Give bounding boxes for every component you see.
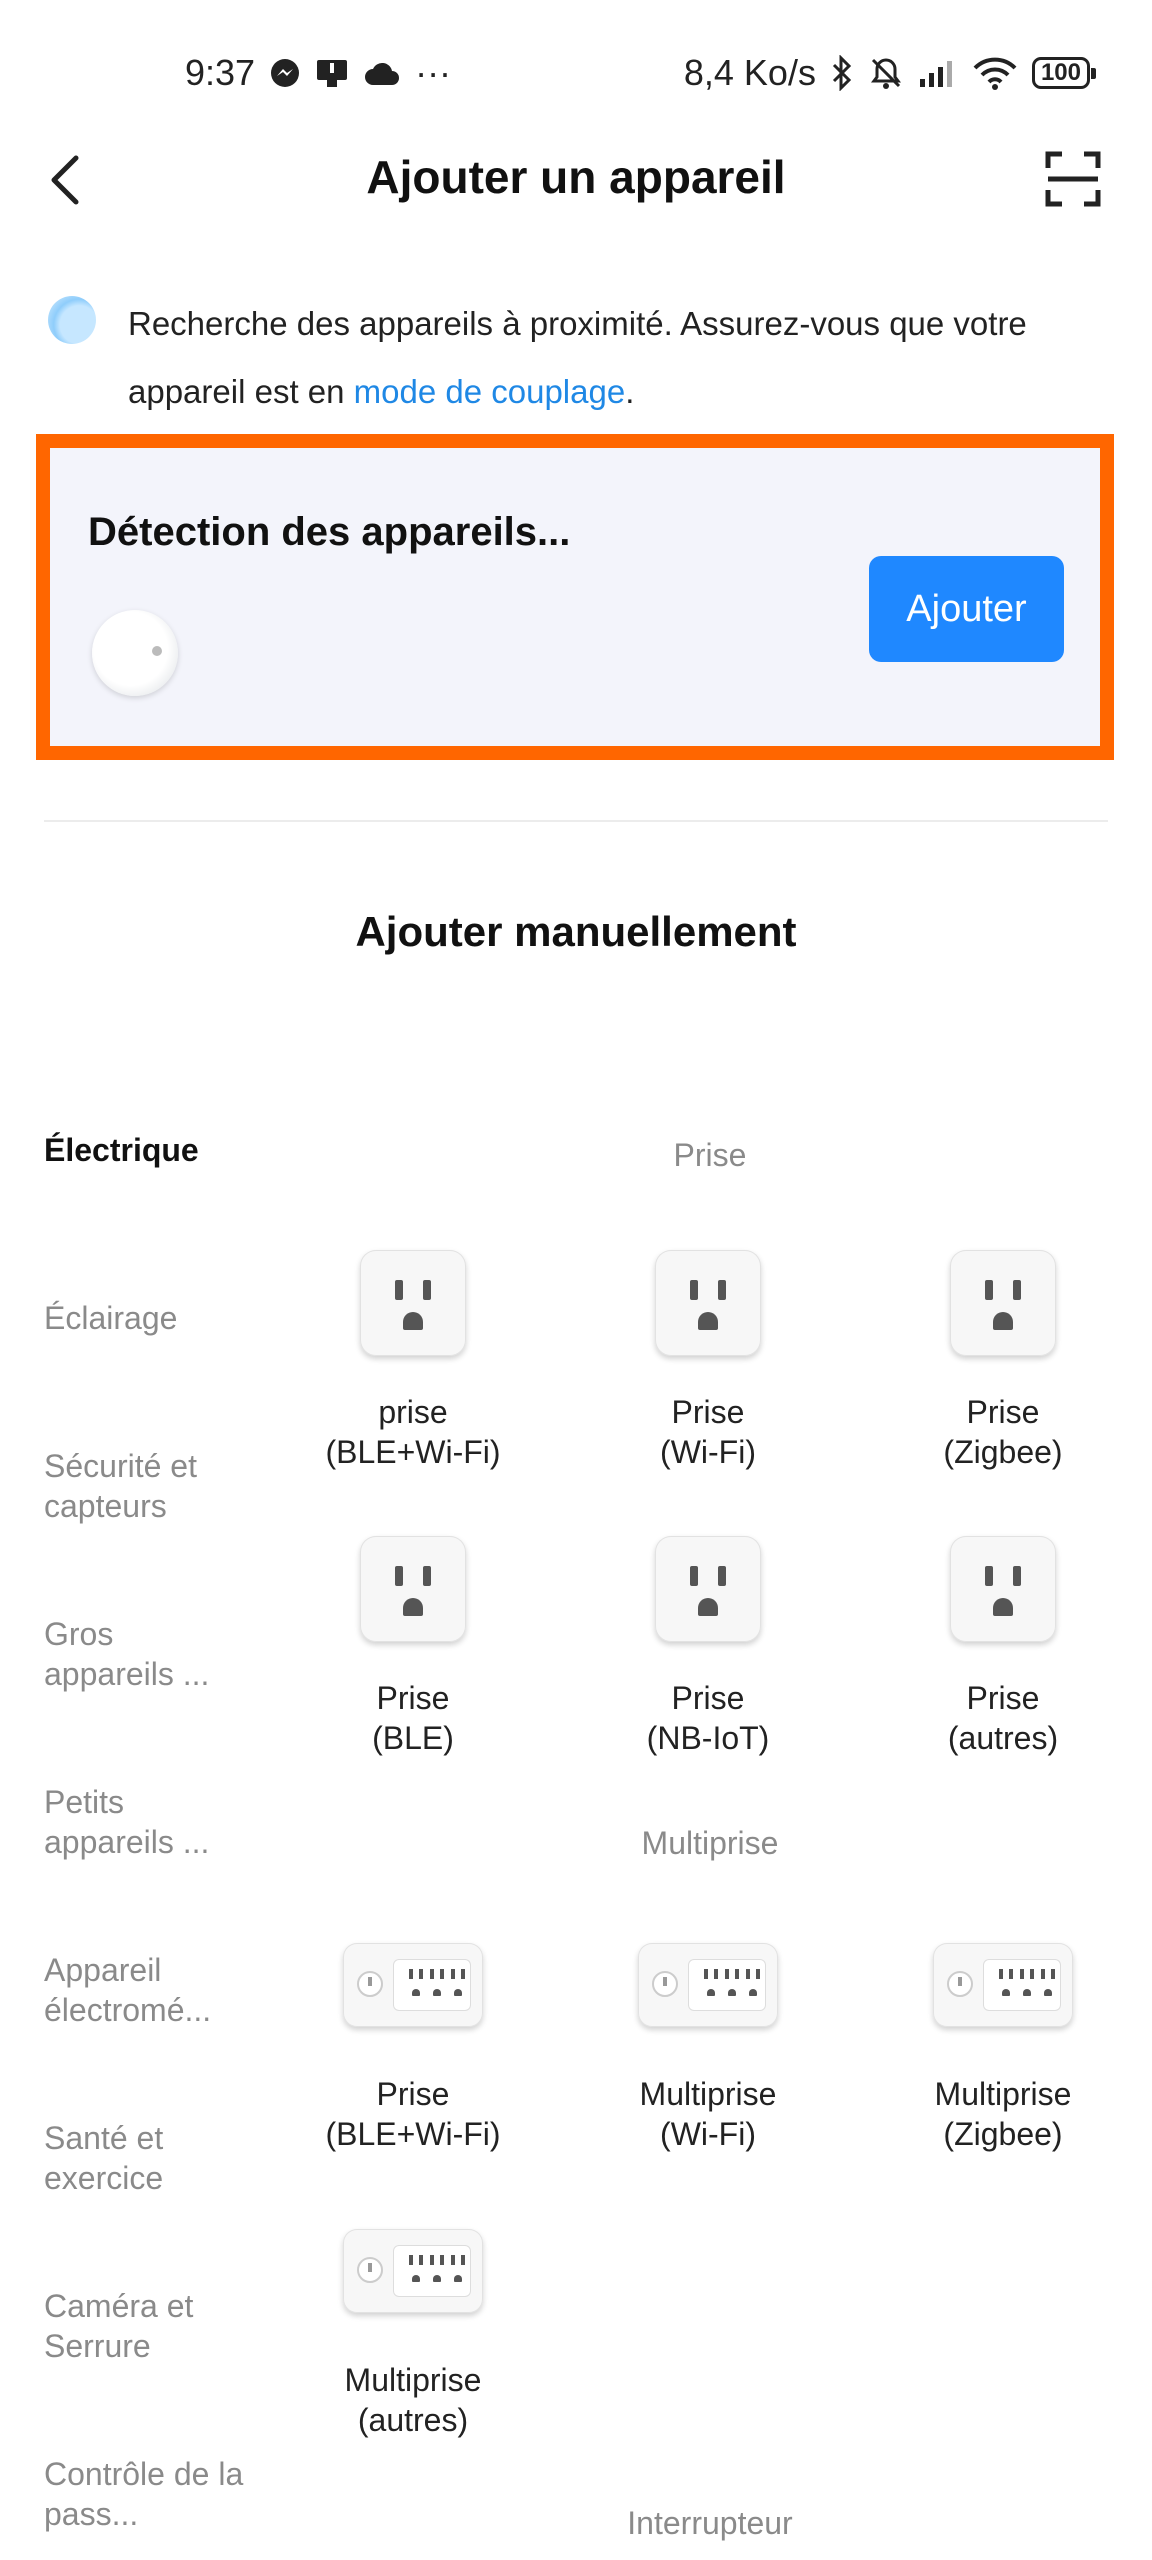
device-multiprise-wifi[interactable] xyxy=(568,1920,848,2154)
scan-button[interactable] xyxy=(1044,150,1102,208)
device-prise-zigbee[interactable] xyxy=(863,1238,1143,1472)
scan-icon xyxy=(1044,150,1102,208)
device-protocol: (Wi-Fi) xyxy=(660,1434,756,1470)
wifi-icon xyxy=(972,56,1018,90)
category-petits-appareils[interactable]: Petits appareils ... xyxy=(44,1784,210,1860)
notification-app-icon xyxy=(315,57,349,89)
device-protocol: (BLE+Wi-Fi) xyxy=(325,2116,501,2152)
cloud-icon xyxy=(363,59,401,87)
info-text: Recherche des appareils à proximité. Assurez-vous que votre appareil est en xyxy=(128,305,1027,410)
device-name: Prise xyxy=(671,1680,745,1716)
power-strip-icon xyxy=(343,1943,483,2027)
category-sante[interactable]: Santé et exercice xyxy=(44,2120,164,2196)
info-suffix: . xyxy=(625,373,635,410)
device-protocol: (Zigbee) xyxy=(943,2116,1063,2152)
category-camera[interactable]: Caméra et Serrure xyxy=(44,2288,194,2364)
device-name: Prise xyxy=(671,1394,745,1430)
device-protocol: (BLE) xyxy=(372,1720,454,1756)
manual-section-title: Ajouter manuellement xyxy=(355,908,797,955)
status-bar-right xyxy=(684,52,1090,94)
outlet-icon xyxy=(655,1250,761,1356)
device-name: Multiprise xyxy=(639,2076,777,2112)
outlet-icon xyxy=(655,1536,761,1642)
outlet-icon xyxy=(950,1536,1056,1642)
device-name: Multiprise xyxy=(934,2076,1072,2112)
page-title: Ajouter un appareil xyxy=(366,151,786,203)
device-protocol: (Wi-Fi) xyxy=(660,2116,756,2152)
detection-title: Détection des appareils... xyxy=(88,510,571,554)
device-multiprise-autres[interactable] xyxy=(273,2206,553,2440)
battery-indicator: 100 xyxy=(1032,57,1090,89)
bluetooth-icon xyxy=(830,55,854,91)
group-label-multiprise: Multiprise xyxy=(641,1825,779,1861)
status-bar-left xyxy=(185,52,451,94)
device-protocol: (autres) xyxy=(947,1720,1059,1756)
outlet-icon xyxy=(360,1536,466,1642)
messenger-icon xyxy=(269,57,301,89)
category-eclairage[interactable]: Éclairage xyxy=(44,1300,178,1336)
power-strip-icon xyxy=(933,1943,1073,2027)
searching-indicator-icon xyxy=(48,296,96,344)
pairing-mode-link[interactable]: mode de couplage xyxy=(353,373,626,410)
category-electromenager[interactable]: Appareil électromé... xyxy=(44,1952,212,2028)
category-electrique[interactable]: Électrique xyxy=(44,1132,199,1168)
device-name: Prise xyxy=(966,1680,1040,1716)
info-message xyxy=(128,290,1108,426)
group-label-prise: Prise xyxy=(673,1137,747,1173)
category-securite[interactable]: Sécurité et capteurs xyxy=(44,1448,197,1524)
signal-icon xyxy=(918,57,958,89)
category-gros-appareils[interactable]: Gros appareils ... xyxy=(44,1616,210,1692)
status-time: 9:37 xyxy=(185,52,256,93)
outlet-icon xyxy=(360,1250,466,1356)
device-prise-wifi[interactable] xyxy=(568,1238,848,1472)
device-multiprise-ble-wifi[interactable] xyxy=(273,1920,553,2154)
device-multiprise-zigbee[interactable] xyxy=(863,1920,1143,2154)
device-protocol: (autres) xyxy=(357,2402,469,2438)
network-speed: 8,4 Ko/s xyxy=(683,52,816,93)
power-strip-icon xyxy=(638,1943,778,2027)
device-prise-autres[interactable] xyxy=(863,1524,1143,1758)
divider xyxy=(44,820,1108,822)
device-prise-nbiot[interactable] xyxy=(568,1524,848,1758)
device-prise-ble[interactable] xyxy=(273,1524,553,1758)
outlet-icon xyxy=(950,1250,1056,1356)
device-protocol: (Zigbee) xyxy=(943,1434,1063,1470)
device-protocol: (BLE+Wi-Fi) xyxy=(325,1434,501,1470)
power-strip-icon xyxy=(343,2229,483,2313)
device-name: Multiprise xyxy=(344,2362,482,2398)
category-controle[interactable]: Contrôle de la pass... xyxy=(44,2456,244,2532)
group-label-interrupteur: Interrupteur xyxy=(627,2505,793,2541)
device-protocol: (NB-IoT) xyxy=(646,1720,770,1756)
device-name: Prise xyxy=(376,2076,450,2112)
device-name: Prise xyxy=(376,1680,450,1716)
status-more: ··· xyxy=(415,52,452,93)
device-prise-ble-wifi[interactable] xyxy=(273,1238,553,1472)
detected-device-icon xyxy=(92,610,178,696)
device-name: prise xyxy=(378,1394,448,1430)
device-name: Prise xyxy=(966,1394,1040,1430)
add-button[interactable]: Ajouter xyxy=(869,556,1064,662)
muted-bell-icon xyxy=(868,55,904,91)
